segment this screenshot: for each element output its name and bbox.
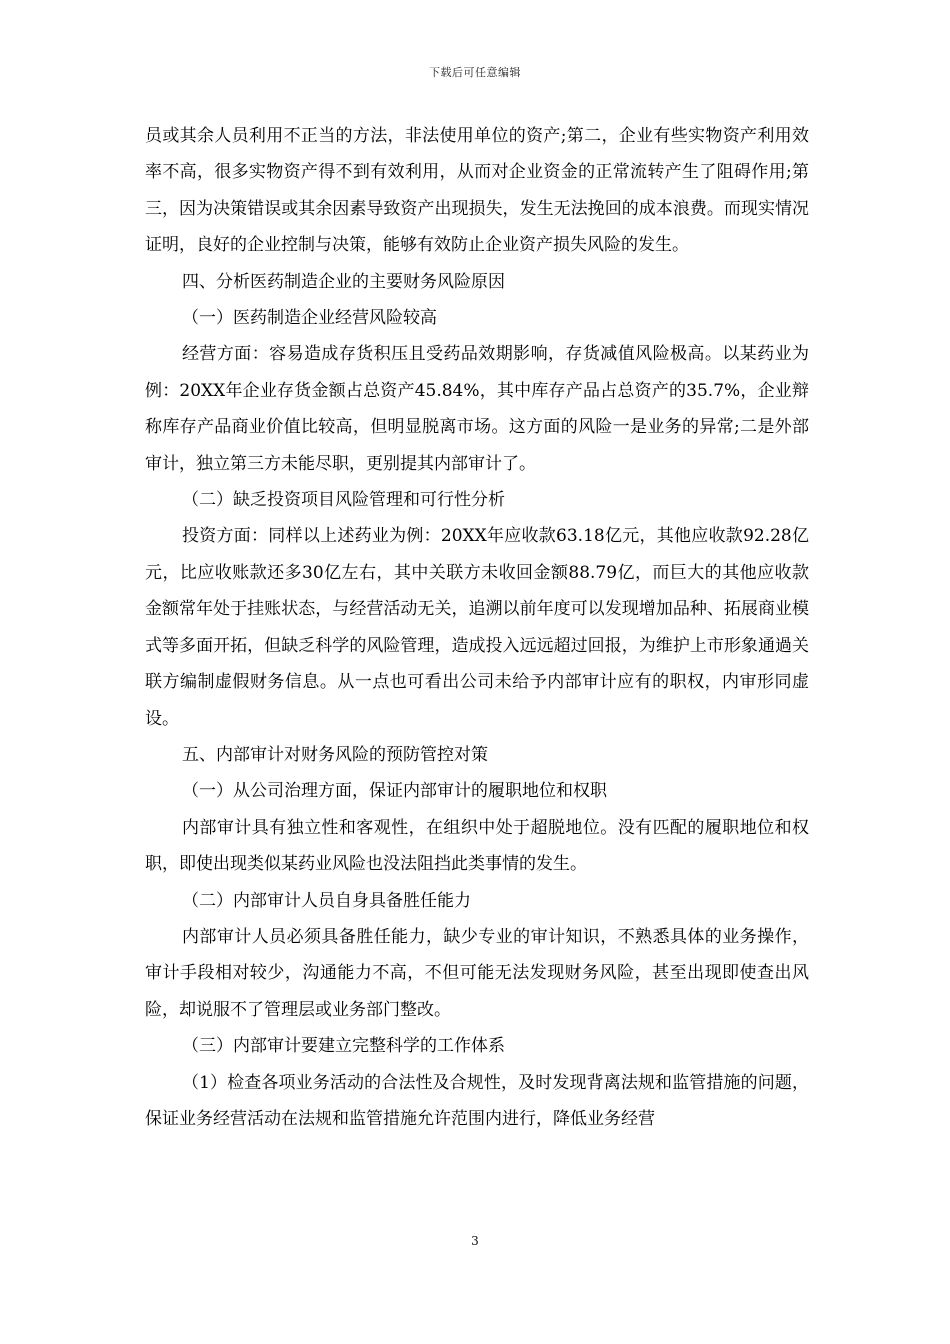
subsection-heading-4-2: （二）缺乏投资项目风险管理和可行性分析 bbox=[182, 490, 505, 511]
subsection-heading-5-2: （二）内部审计人员自身具备胜任能力 bbox=[182, 890, 471, 911]
page-header: 下载后可任意编辑 bbox=[429, 66, 521, 79]
body-text bbox=[145, 118, 809, 1137]
subsection-heading-4-1: （一）医药制造企业经营风险较高 bbox=[182, 308, 437, 329]
paragraph-competence: 内部审计人员必须具备胜任能力，缺少专业的审计知识，不熟悉具体的业务操作， 审计手段相对较少，沟通能力不高，不但可能无法发现财务风险，甚至出现即使查出风险，却说服不了管理层或业务部门整改。 bbox=[145, 926, 809, 1020]
paragraph-work-system-item-1: （1）检查各项业务活动的合法性及合规性，及时发现背离法规和监管措施的问题，保证业务经营活动在法规和监管措施允许范围内进行，降低业务经营 bbox=[145, 1072, 809, 1129]
paragraph-governance: 内部审计具有独立性和客观性，在组织中处于超脱地位。没有匹配的履职地位和权职，即使出现类似某药业风险也没法阻挡此类事情的发生。 bbox=[145, 817, 809, 875]
paragraph-operations: 经营方面：容易造成存货积压且受药品效期影响，存货减值风险极高。以某药业为例：20XX年企业存货金额占总资产45.84%，其中库存产品占总资产的35.7%，企业辩称库存产品商业价值比较高，但明显脱离市场。这方面的风险一是业务的异常;二是外部审计，独立第三方未能尽职，更别提其内部审计了。 bbox=[145, 344, 809, 474]
subsection-heading-5-3: （三）内部审计要建立完整科学的工作体系 bbox=[182, 1036, 505, 1057]
subsection-heading-5-1: （一）从公司治理方面，保证内部审计的履职地位和权职 bbox=[182, 781, 607, 802]
page-number: 3 bbox=[471, 1234, 479, 1248]
paragraph-investment: 投资方面：同样以上述药业为例：20XX年应收款63.18亿元，其他应收款92.28亿元，比应收账款还多30亿左右，其中关联方未收回金额88.79亿，而巨大的其他应收款金额常年处于挂账状态，与经营活动无关，追溯以前年度可以发现增加品种、拓展商业模式等多面开拓，但缺乏科学的风险管理，造成投入远远超过回报，为维护上市形象通過关联方编制虚假财务信息。从一点也可看出公司未给予内部审计应有的职权，内审形同虚设。 bbox=[145, 526, 809, 729]
section-heading-5: 五、内部审计对财务风险的预防管控对策 bbox=[182, 744, 488, 765]
section-heading-4: 四、分析医药制造企业的主要财务风险原因 bbox=[182, 271, 505, 292]
paragraph-continuation: 员或其余人员利用不正当的方法，非法使用单位的资产;第二，企业有些实物资产利用效率不高，很多实物资产得不到有效利用，从而对企业资金的正常流转产生了阻碍作用;第三，因为决策错误或其余因素导致资产出现损失，发生无法挽回的成本浪费。而现实情况证明，良好的企业控制与决策，能够有效防止企业资产损失风险的发生。 bbox=[145, 126, 809, 256]
